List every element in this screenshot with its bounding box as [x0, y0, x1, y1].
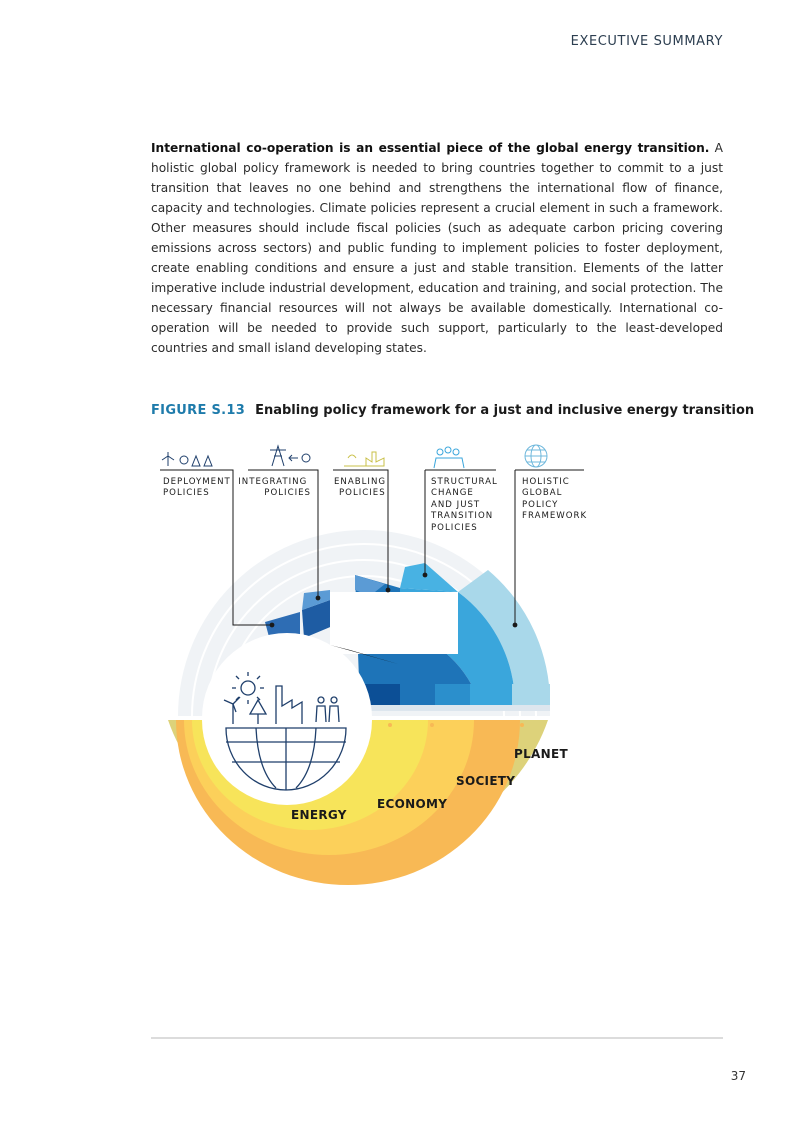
footer-divider	[151, 1037, 723, 1039]
segment-integrating	[400, 684, 435, 705]
grid-integration-icon	[270, 446, 310, 466]
strip-divider	[360, 705, 550, 711]
paragraph-text: A holistic global policy framework is needed to bring countries together to commit to a just transition that leaves no one behind and strengthens the international flow of finance, capacity and technologies. Climate policies represent a crucial element in such a framework. Other measures should include fiscal policies (such as adequate carbon pricing covering emissions across sectors) and public funding to implement policies to foster deployment, create enabling conditions and ensure a just and stable transition. Elements of the latter imperative include industrial development, education and training, and social protection. The necessary financial resources will not always be available domestically. International co-operation will be needed to provide such support, particularly to the least-developed countries and small island developing states.	[151, 141, 723, 355]
industry-icon	[344, 452, 384, 466]
policy-label-structural: STRUCTURAL CHANGE AND JUST TRANSITION POLICIES	[431, 477, 498, 533]
ring-label-society: SOCIETY	[456, 774, 516, 788]
policy-label-deployment: DEPLOYMENT POLICIES	[163, 477, 231, 498]
renewables-icon	[162, 452, 212, 466]
figure-number: FIGURE S.13	[151, 403, 246, 418]
segment-structural	[470, 684, 512, 705]
ring-label-planet: PLANET	[514, 747, 568, 761]
people-group-icon	[434, 447, 464, 468]
segment-enabling	[435, 684, 470, 705]
panel-white	[330, 592, 458, 654]
lead-sentence: International co-operation is an essential piece of the global energy transition.	[151, 141, 710, 155]
policy-label-enabling: ENABLING POLICIES	[334, 477, 387, 498]
ring-label-energy: ENERGY	[291, 808, 347, 822]
section-header: EXECUTIVE SUMMARY	[570, 34, 723, 49]
globe-outline-icon	[525, 445, 547, 467]
ring-label-economy: ECONOMY	[377, 797, 448, 811]
policy-label-integrating: INTEGRATING POLICIES	[238, 477, 311, 498]
segment-holistic	[512, 684, 550, 705]
policy-label-holistic: HOLISTIC GLOBAL POLICY FRAMEWORK	[522, 477, 588, 521]
figure-title: Enabling policy framework for a just and inclusive energy transition	[255, 403, 755, 418]
page-number: 37	[730, 1069, 746, 1083]
